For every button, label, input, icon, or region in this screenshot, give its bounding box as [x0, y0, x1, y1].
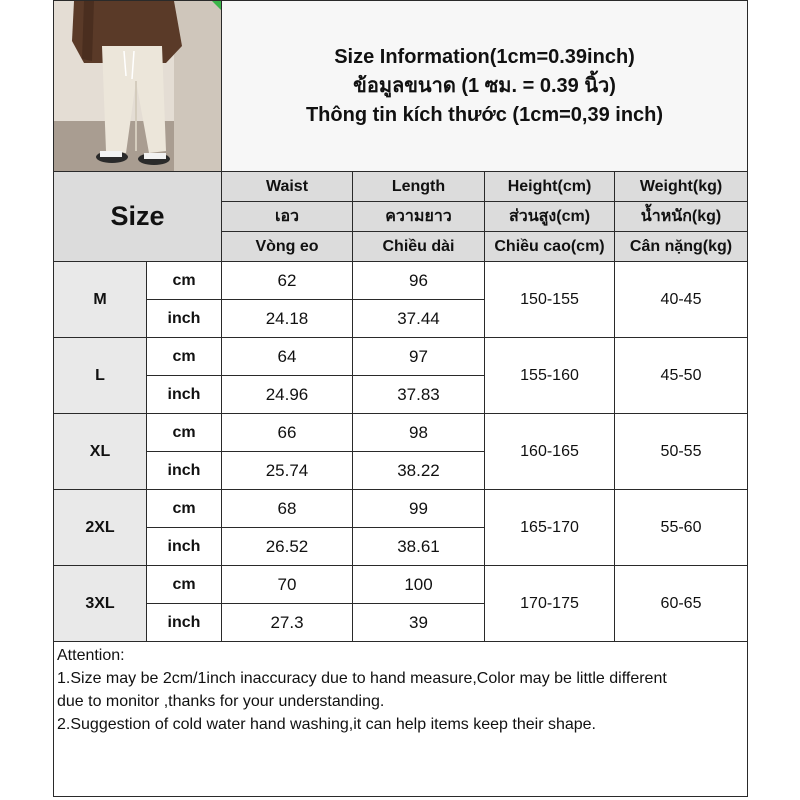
length-cm: 99: [353, 490, 485, 528]
product-photo-cell: [54, 1, 222, 172]
title-english: Size Information(1cm=0.39inch): [334, 45, 635, 68]
unit-cm: cm: [147, 566, 222, 604]
height-range: 170-175: [485, 566, 615, 642]
attention-notes: [54, 642, 748, 797]
size-row-cm: [54, 490, 748, 528]
height-range: 160-165: [485, 414, 615, 490]
waist-inch: 24.18: [222, 300, 353, 338]
column-header-row-en: [54, 172, 748, 202]
waist-cm: 70: [222, 566, 353, 604]
unit-inch: inch: [147, 376, 222, 414]
length-inch: 37.83: [353, 376, 485, 414]
col-height-th: ส่วนสูง(cm): [485, 202, 615, 232]
length-inch: 38.22: [353, 452, 485, 490]
notes-line-2: due to monitor ,thanks for your understanding.: [57, 693, 385, 710]
size-chart: [53, 0, 747, 798]
size-name: M: [54, 262, 147, 338]
size-name: L: [54, 338, 147, 414]
length-cm: 96: [353, 262, 485, 300]
col-length-vi: Chiều dài: [353, 232, 485, 262]
notes-line-1: 1.Size may be 2cm/1inch inaccuracy due to hand measure,Color may be little different: [57, 670, 667, 687]
col-height-en: Height(cm): [485, 172, 615, 202]
notes-row: [54, 642, 748, 797]
col-length-th: ความยาว: [353, 202, 485, 232]
unit-inch: inch: [147, 452, 222, 490]
unit-cm: cm: [147, 262, 222, 300]
notes-heading: Attention:: [57, 647, 125, 664]
weight-range: 50-55: [615, 414, 748, 490]
waist-inch: 27.3: [222, 604, 353, 642]
weight-range: 60-65: [615, 566, 748, 642]
product-photo: [54, 1, 222, 171]
size-name: XL: [54, 414, 147, 490]
unit-inch: inch: [147, 604, 222, 642]
waist-cm: 64: [222, 338, 353, 376]
waist-cm: 66: [222, 414, 353, 452]
size-row-cm: [54, 338, 748, 376]
length-cm: 98: [353, 414, 485, 452]
unit-cm: cm: [147, 414, 222, 452]
size-row-cm: [54, 414, 748, 452]
size-table: [53, 0, 748, 797]
weight-range: 45-50: [615, 338, 748, 414]
waist-cm: 62: [222, 262, 353, 300]
title-thai: ข้อมูลขนาด (1 ซม. = 0.39 นิ้ว): [353, 74, 616, 97]
size-header: Size: [54, 172, 222, 262]
col-weight-vi: Cân nặng(kg): [615, 232, 748, 262]
unit-inch: inch: [147, 528, 222, 566]
col-weight-th: น้ำหนัก(kg): [615, 202, 748, 232]
waist-inch: 24.96: [222, 376, 353, 414]
weight-range: 40-45: [615, 262, 748, 338]
length-inch: 38.61: [353, 528, 485, 566]
height-range: 150-155: [485, 262, 615, 338]
col-waist-en: Waist: [222, 172, 353, 202]
col-waist-th: เอว: [222, 202, 353, 232]
waist-inch: 26.52: [222, 528, 353, 566]
waist-cm: 68: [222, 490, 353, 528]
height-range: 165-170: [485, 490, 615, 566]
size-name: 2XL: [54, 490, 147, 566]
col-length-en: Length: [353, 172, 485, 202]
size-row-cm: [54, 262, 748, 300]
unit-cm: cm: [147, 490, 222, 528]
notes-line-3: 2.Suggestion of cold water hand washing,it can help items keep their shape.: [57, 716, 596, 733]
header-row: [54, 1, 748, 172]
length-inch: 37.44: [353, 300, 485, 338]
title-vietnamese: Thông tin kích thước (1cm=0,39 inch): [305, 103, 664, 126]
unit-cm: cm: [147, 338, 222, 376]
length-inch: 39: [353, 604, 485, 642]
length-cm: 97: [353, 338, 485, 376]
col-height-vi: Chiều cao(cm): [485, 232, 615, 262]
size-name: 3XL: [54, 566, 147, 642]
waist-inch: 25.74: [222, 452, 353, 490]
col-weight-en: Weight(kg): [615, 172, 748, 202]
col-waist-vi: Vòng eo: [222, 232, 353, 262]
title-cell: [222, 1, 748, 172]
size-row-cm: [54, 566, 748, 604]
length-cm: 100: [353, 566, 485, 604]
weight-range: 55-60: [615, 490, 748, 566]
height-range: 155-160: [485, 338, 615, 414]
unit-inch: inch: [147, 300, 222, 338]
